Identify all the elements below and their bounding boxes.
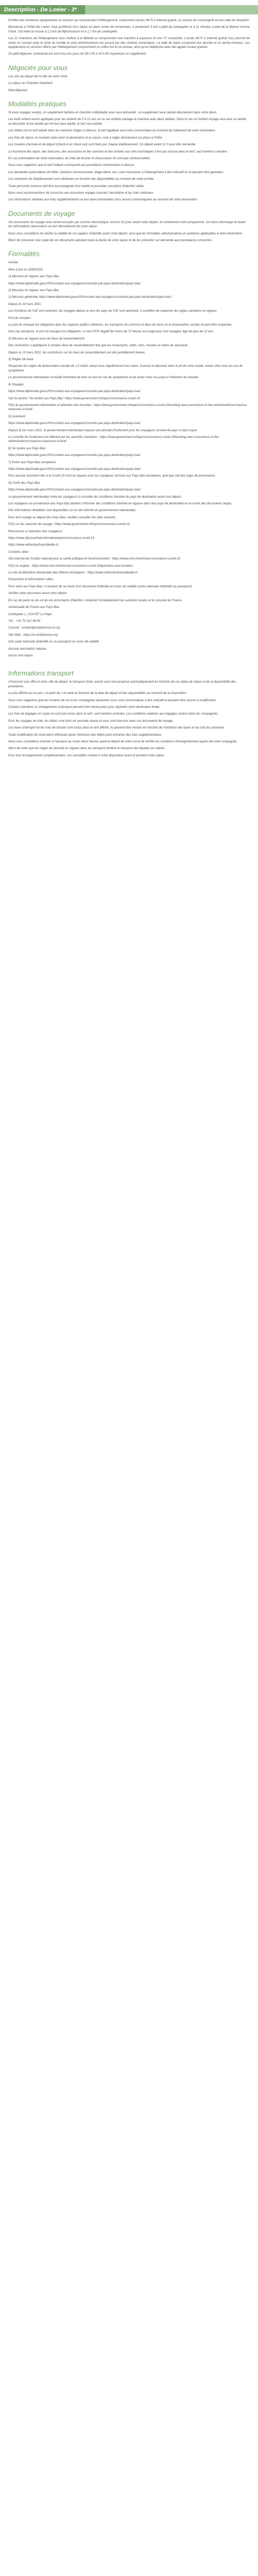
section-paragraph: Documents et informations utiles bbox=[8, 578, 54, 582]
section-paragraph: Ambassade de France aux Pays-Bas bbox=[8, 606, 60, 609]
section-paragraph[interactable]: 1) Mesures générales https://www.diplomatie.gouv.fr/fr/conseils-aux-voyageurs/conseils-par-pays-destination/pays-bas/ bbox=[8, 296, 172, 299]
section bbox=[8, 250, 250, 658]
intro-paragraph: Profitez des nombreux équipements et services qui caractérisent l'hébergement, notamment l'accès Wi-Fi à Internet gratuit, un service de conciergerie et une salle de réception. bbox=[8, 19, 250, 22]
section-paragraph: Dans les aéroports, le port du masque est obligatoire. Le test PCR négatif de moins de 72 heures est exigé pour tout voyageur âgé de plus de 12 ans. bbox=[8, 330, 214, 334]
section-paragraph: Arrivée bbox=[8, 261, 19, 265]
section-paragraph: Petit-déjeuner bbox=[8, 89, 28, 92]
section-paragraph: 2) Mesures en vigueur aux Pays-Bas bbox=[8, 289, 59, 292]
section-paragraph: III) Sortir des Pays-Bas bbox=[8, 481, 40, 485]
section-paragraph: Une carte nationale d'identité ou un passeport en cours de validité. bbox=[8, 640, 100, 644]
section-paragraph: Les informations relatives aux frais supplémentaires et aux taxes éventuelles vous seront communiquées au moment de votre réservation. bbox=[8, 198, 198, 202]
section-paragraph[interactable]: Site Web : https://nl.ambafrance.org bbox=[8, 633, 58, 637]
intro-paragraph: Bienvenue à l'Hôtel De Loeier, vous profiterez d'un séjour en plein centre de Amsterdam, à seulement 3 min à pied de Leidseplein et à 11 minutes à pied de la Maison d'Anne Frank. Cet hôtel se trouve à 1,3 km de Rijksmuseum et à 1,7 km de Leidseplein. bbox=[8, 26, 250, 33]
section-paragraph: En cas de perte ou de vol de vos documents d'identité, contactez immédiatement les autorités locales et le consulat de France. bbox=[8, 599, 183, 602]
section bbox=[8, 210, 250, 243]
section-paragraph: Mise à jour le 19/06/2021 bbox=[8, 268, 43, 272]
section-paragraph[interactable]: Le site du Ministère néerlandais des Affaires étrangères : https://www.netherlandsworldwide.nl bbox=[8, 571, 137, 575]
section-paragraph: Pour tout renseignement complémentaire, nos conseillers restent à votre disposition avant et pendant votre séjour. bbox=[8, 754, 165, 757]
section-paragraph[interactable]: https://www.diplomatie.gouv.fr/fr/conseils-aux-voyageurs/conseils-par-pays-destination/pays-bas/ bbox=[8, 454, 141, 457]
section-paragraph: Nous vous rappelons que les horaires de vol et les compagnies aériennes vous sont communiqués à titre indicatif et peuvent être soumis à modification. bbox=[8, 699, 217, 702]
section-heading: Formalités bbox=[8, 250, 40, 258]
section-paragraph: Les taxes d'aéroport et les frais de dossier sont inclus dans le tarif affiché, ils peuvent être révisés en fonction de l'évolution des taxes et du coût du carburant. bbox=[8, 726, 225, 730]
section-paragraph: Aucune vaccination requise. bbox=[8, 647, 47, 651]
section-paragraph: Les frais de séjour, le montant varie selon la destination et la saison, sont à régler directement sur place à l'hôtel. bbox=[8, 136, 163, 140]
section-paragraph: Depuis le 23 mars 2021 : bbox=[8, 302, 43, 306]
section-paragraph: Vérifiez votre document avant votre départ. bbox=[8, 592, 68, 596]
section-heading: Négociés pour vous bbox=[8, 63, 68, 72]
section-paragraph: 6) Se rendre aux Pays-Bas bbox=[8, 447, 46, 450]
section-paragraph: Toute personne mineure doit être accompagnée d'un adulte et posséder une pièce d'identité valide. bbox=[8, 184, 144, 188]
section-paragraph[interactable]: Voir la section "Se rendre aux Pays-Bas" https://www.government.nl/topics/coronavirus-covid-19 bbox=[8, 397, 140, 400]
section bbox=[8, 64, 250, 93]
section-paragraph: Merci de noter que les règles de sécurité en vigueur dans les aéroports limitent le transport des liquides en cabine. bbox=[8, 747, 166, 751]
section-paragraph: Courriel : contact@ambafrance-nl.org bbox=[8, 626, 60, 630]
section-paragraph: Si vous voyagez seul(e), un supplément tarifaire en chambre individuelle vous sera demandé ; ce supplément sera calculé directement dans votre devis. bbox=[8, 111, 217, 115]
section-paragraph[interactable]: https://www.rijksoverheid.nl/onderwerpen/coronavirus-covid-19 bbox=[8, 537, 94, 540]
section-paragraph[interactable]: https://www.diplomatie.gouv.fr/fr/conseils-aux-voyageurs/conseils-par-pays-destination/pays-bas/ bbox=[8, 467, 141, 471]
section-paragraph[interactable]: https://www.netherlandsworldwide.nl bbox=[8, 544, 58, 547]
section-paragraph: Ressources à l'attention des voyageurs : bbox=[8, 530, 64, 533]
section bbox=[8, 669, 250, 758]
section-paragraph: Le séjour en Chambre Standard bbox=[8, 82, 53, 86]
section-paragraph[interactable]: Le contrôle de l'isolement est effectué par les autorités sanitaires : https://www.government.nl/topics/coronavirus-covid-19/tackling-new-coronavirus-in-the-netherlands/coronavirus-measures-in-brief bbox=[8, 435, 220, 444]
section-paragraph: Nous vous conseillons de vérifier la validité de vos papiers d'identité avant votre départ, ainsi que les formalités administratives et sanitaires applicables à votre destination. bbox=[8, 232, 243, 235]
section-paragraph: 3) Règles de base bbox=[8, 358, 34, 362]
section-paragraph: Tél. : +31 70 312 58 00 bbox=[8, 619, 40, 623]
intro-paragraph: Un petit-déjeuner continental est servi tous les jours de 08 h 00 à 10 h 00 moyennant un supplément. bbox=[8, 53, 147, 56]
section-paragraph: Depuis le 13 mars 2021, les restrictions sur les lieux de rassemblement ont été partiellement levées. bbox=[8, 351, 146, 354]
banner-title: Description - De Loeier - 3* bbox=[0, 5, 85, 14]
section-paragraph: Les horaires d'arrivée et de départ (check-in et check-out) sont fixés par chaque établissement. Un départ avant 12 h peut être demandé. bbox=[8, 143, 197, 147]
section-paragraph: Certains transferts ou changements d'aéroport peuvent être nécessaires pour rejoindre votre destination finale. bbox=[8, 705, 160, 709]
section-paragraph[interactable]: FAQ du gouvernement néerlandais à l'attention des touristes : https://www.government.nl/topics/coronavirus-covid-19/tackling-new-coronavirus-in-the-netherlands/coronavirus-measures-in-brief bbox=[8, 403, 248, 412]
intro-text bbox=[8, 19, 250, 57]
section-paragraph: Le gouvernement néerlandais invite les voyageurs à consulter les conditions d'entrée du pays de destination avant tout départ. bbox=[8, 495, 182, 499]
section-paragraph: La fourniture des repas, des boissons, des excursions et des services et des entrées aux sites touristiques n'est pas incluse dans le tarif, sauf mention contraire. bbox=[8, 150, 228, 154]
section-paragraph[interactable]: FAQ sur les mesures de voyage : https://www.government.nl/topics/coronavirus-covid-19 bbox=[8, 523, 130, 527]
section-paragraph: Le gouvernement néerlandais conseille fortement de faire un test en cas de symptômes et de rester chez soi jusqu'à l'obtention du résultat. bbox=[8, 376, 199, 380]
intro-paragraph: Les 21 chambres de l'hébergement vous invitent à la détente et comprennent une machine à expresso et une TV connectée. L'accès Wi-Fi à Internet gratuit vous permet de rester en contact avec le reste du monde et votre divertissement est assuré par des chaînes numériques. La salle de bains comprend une douche et un sèche-cheveux. Les équipements et services offerts par l'hébergement comprennent un coffre-fort et un bureau, ainsi qu'un téléphone avec des appels locaux gratuits. bbox=[8, 37, 250, 49]
section-paragraph: Les frontières de l'UE sont ouvertes, les voyages depuis et vers les pays de l'UE sont autorisés, à condition de respecter les règles sanitaires en vigueur. bbox=[8, 310, 218, 313]
section-paragraph: 7) Entrer aux Pays-Bas européens bbox=[8, 461, 56, 464]
section-paragraph: 4) Voyages bbox=[8, 383, 24, 386]
description-banner bbox=[0, 5, 258, 14]
section-paragraph: Depuis le 1er mars 2021, le gouvernement néerlandais impose une période d'isolement pour les voyageurs arrivant de pays à haut risque. bbox=[8, 429, 198, 432]
section-paragraph: 1) Mesures en vigueur aux Pays-Bas bbox=[8, 275, 59, 279]
section-paragraph[interactable]: https://www.diplomatie.gouv.fr/fr/conseils-aux-voyageurs/conseils-par-pays-destination/pays-bas/ bbox=[8, 422, 141, 426]
section-paragraph: En cas d'annulation de votre réservation, les frais de dossier et d'assurance ne sont pas remboursables. bbox=[8, 157, 151, 160]
section-paragraph: Contacts utiles bbox=[8, 550, 29, 554]
section-paragraph: Les hôtels ont un tarif adulte dans les tranches d'âges ci-dessus, le tarif appliqué sera celui communiqué au moment du traitement de votre réservation. bbox=[8, 129, 216, 133]
sections bbox=[8, 64, 250, 758]
section-paragraph: Vos documents de voyage vous seront envoyés par courrier électronique, environ 10 jours avant votre départ. Ils contiennent votre programme, vos bons d'échange et toutes les informations nécessaires au bon déroulement de votre séjour. bbox=[8, 221, 246, 229]
section-paragraph[interactable]: https://www.diplomatie.gouv.fr/fr/conseils-aux-voyageurs/conseils-par-pays-destination/pays-bas/ bbox=[8, 390, 141, 394]
section-paragraph: Smidsplein 1, 2514 BT La Haye bbox=[8, 613, 52, 616]
section-paragraph: Choisissez une offre et votre ville de départ, le transport (train, avion) vous sera proposé automatiquement en fonction de vos dates de séjour et de la disponibilité des prestations. bbox=[8, 681, 236, 688]
section-paragraph: Les chambres de l'établissement sont attribuées en fonction des disponibilités au moment de votre arrivée. bbox=[8, 178, 155, 181]
section-paragraph: Aucun visa requis. bbox=[8, 654, 34, 657]
section-paragraph: Le prix affiché est un prix « à partir de » et varie en fonction de la date de départ et des disponibilités au moment de la réservation. bbox=[8, 692, 187, 696]
section-paragraph: Des informations détaillées sont disponibles sur le site internet du gouvernement néerlandais. bbox=[8, 509, 137, 513]
section-paragraph: Des restrictions s'appliquent à certains lieux de rassemblement tels que les restaurants, cafés, bars, musées et salles de spectacle. bbox=[8, 344, 188, 348]
section-paragraph[interactable]: https://www.diplomatie.gouv.fr/fr/conseils-aux-voyageurs/conseils-par-pays-destination/pays-bas/ bbox=[8, 282, 141, 285]
section-paragraph: 5) Isolement bbox=[8, 415, 26, 418]
section-heading: Documents de voyage bbox=[8, 209, 75, 217]
section-paragraph: Pour venir aux Pays-Bas, il convient de se munir d'un document d'identité en cours de validité (carte nationale d'identité ou passeport). bbox=[8, 585, 193, 588]
section-heading: Modalités pratiques bbox=[8, 100, 67, 108]
section-paragraph: Le port du masque est obligatoire dans les espaces publics intérieurs, les transports en commun et dans les lieux où la distanciation sociale ne peut être respectée. bbox=[8, 324, 233, 327]
section-paragraph: 2) Mesures en vigueur pour les lieux de rassemblement bbox=[8, 337, 85, 341]
section-paragraph: Respectez les règles de distanciation sociale de 1,5 mètre, lavez-vous régulièrement les mains, toussez et éternuez dans le pli de votre coude, restez chez vous en cas de symptômes. bbox=[8, 365, 243, 372]
section-paragraph: Plus aucune restriction liée à la Covid-19 n'est en vigueur pour les voyageurs arrivant aux Pays-Bas européens, quel que soit leur pays de provenance. bbox=[8, 474, 216, 478]
section-paragraph: Les demandes particulières (lit bébé, chambre communicante, étage élevé, etc.) sont transmises à l'hébergement à titre indicatif et ne peuvent être garanties. bbox=[8, 171, 224, 174]
section bbox=[8, 100, 250, 202]
section-paragraph: Nous vous conseillons d'arriver à l'aéroport au moins deux heures avant le départ de votre vol et de vérifier les conditions d'enregistrement auprès de votre compagnie. bbox=[8, 740, 238, 743]
section-paragraph: Toute modification de réservation effectuée après l'émission des billets peut entraîner des frais supplémentaires. bbox=[8, 733, 163, 737]
section-paragraph: Nous vous rappelons que le tarif indiqué correspond aux prestations mentionnées ci-dessus. bbox=[8, 164, 135, 167]
section-paragraph: Les tarifs enfant seront appliqués pour les enfants de 2 à 12 ans se ou ses enfants partage la chambre avec deux adultes. Dans le cas où l'enfant voyage seul avec un adulte ou fait partie d'une famille qui ont leur plus adulte, le tarif sera adulte. bbox=[8, 118, 247, 126]
section-paragraph: Pour tout voyage au départ des Pays-Bas, veuillez consulter les sites suivants : bbox=[8, 516, 117, 519]
section-heading: Informations transport bbox=[8, 669, 74, 677]
section-paragraph: Port du masque : bbox=[8, 316, 32, 320]
section-paragraph: Les vins au départ de la ville de votre choix bbox=[8, 75, 68, 78]
content bbox=[0, 14, 258, 773]
section-paragraph[interactable]: FAQ en anglais : https://www.rivm.nl/en/novel-coronavirus-covid-19/questions-and-answers bbox=[8, 564, 133, 568]
section-paragraph: Nous vous recommandons de souscrire une assurance voyage couvrant l'annulation et les frais médicaux. bbox=[8, 191, 154, 195]
section-paragraph[interactable]: Site internet de l'Institut national pour la santé publique et l'environnement : https://www.rivm.nl/en/novel-coronavirus-covid-19 bbox=[8, 557, 181, 561]
section-paragraph: Les frais de bagages en soute ne sont pas inclus dans le tarif, sauf mention contraire. Les conditions relatives aux bagages varient selon les compagnies. bbox=[8, 713, 219, 716]
page bbox=[0, 5, 258, 773]
section-paragraph: Merci de conserver une copie de vos documents pendant toute la durée de votre séjour et de les présenter sur demande aux prestataires concernés. bbox=[8, 239, 213, 242]
section-paragraph: Pour les voyages en train, les billets sont émis en seconde classe et vous sont transmis avec vos documents de voyage. bbox=[8, 719, 174, 723]
section-paragraph: Les voyageurs en provenance des Pays-Bas doivent s'informer des conditions d'entrée en vigueur dans leur pays de destination et se munir des documents requis. bbox=[8, 502, 232, 505]
section-paragraph[interactable]: https://www.diplomatie.gouv.fr/fr/conseils-aux-voyageurs/conseils-par-pays-destination/pays-bas/ bbox=[8, 488, 141, 492]
